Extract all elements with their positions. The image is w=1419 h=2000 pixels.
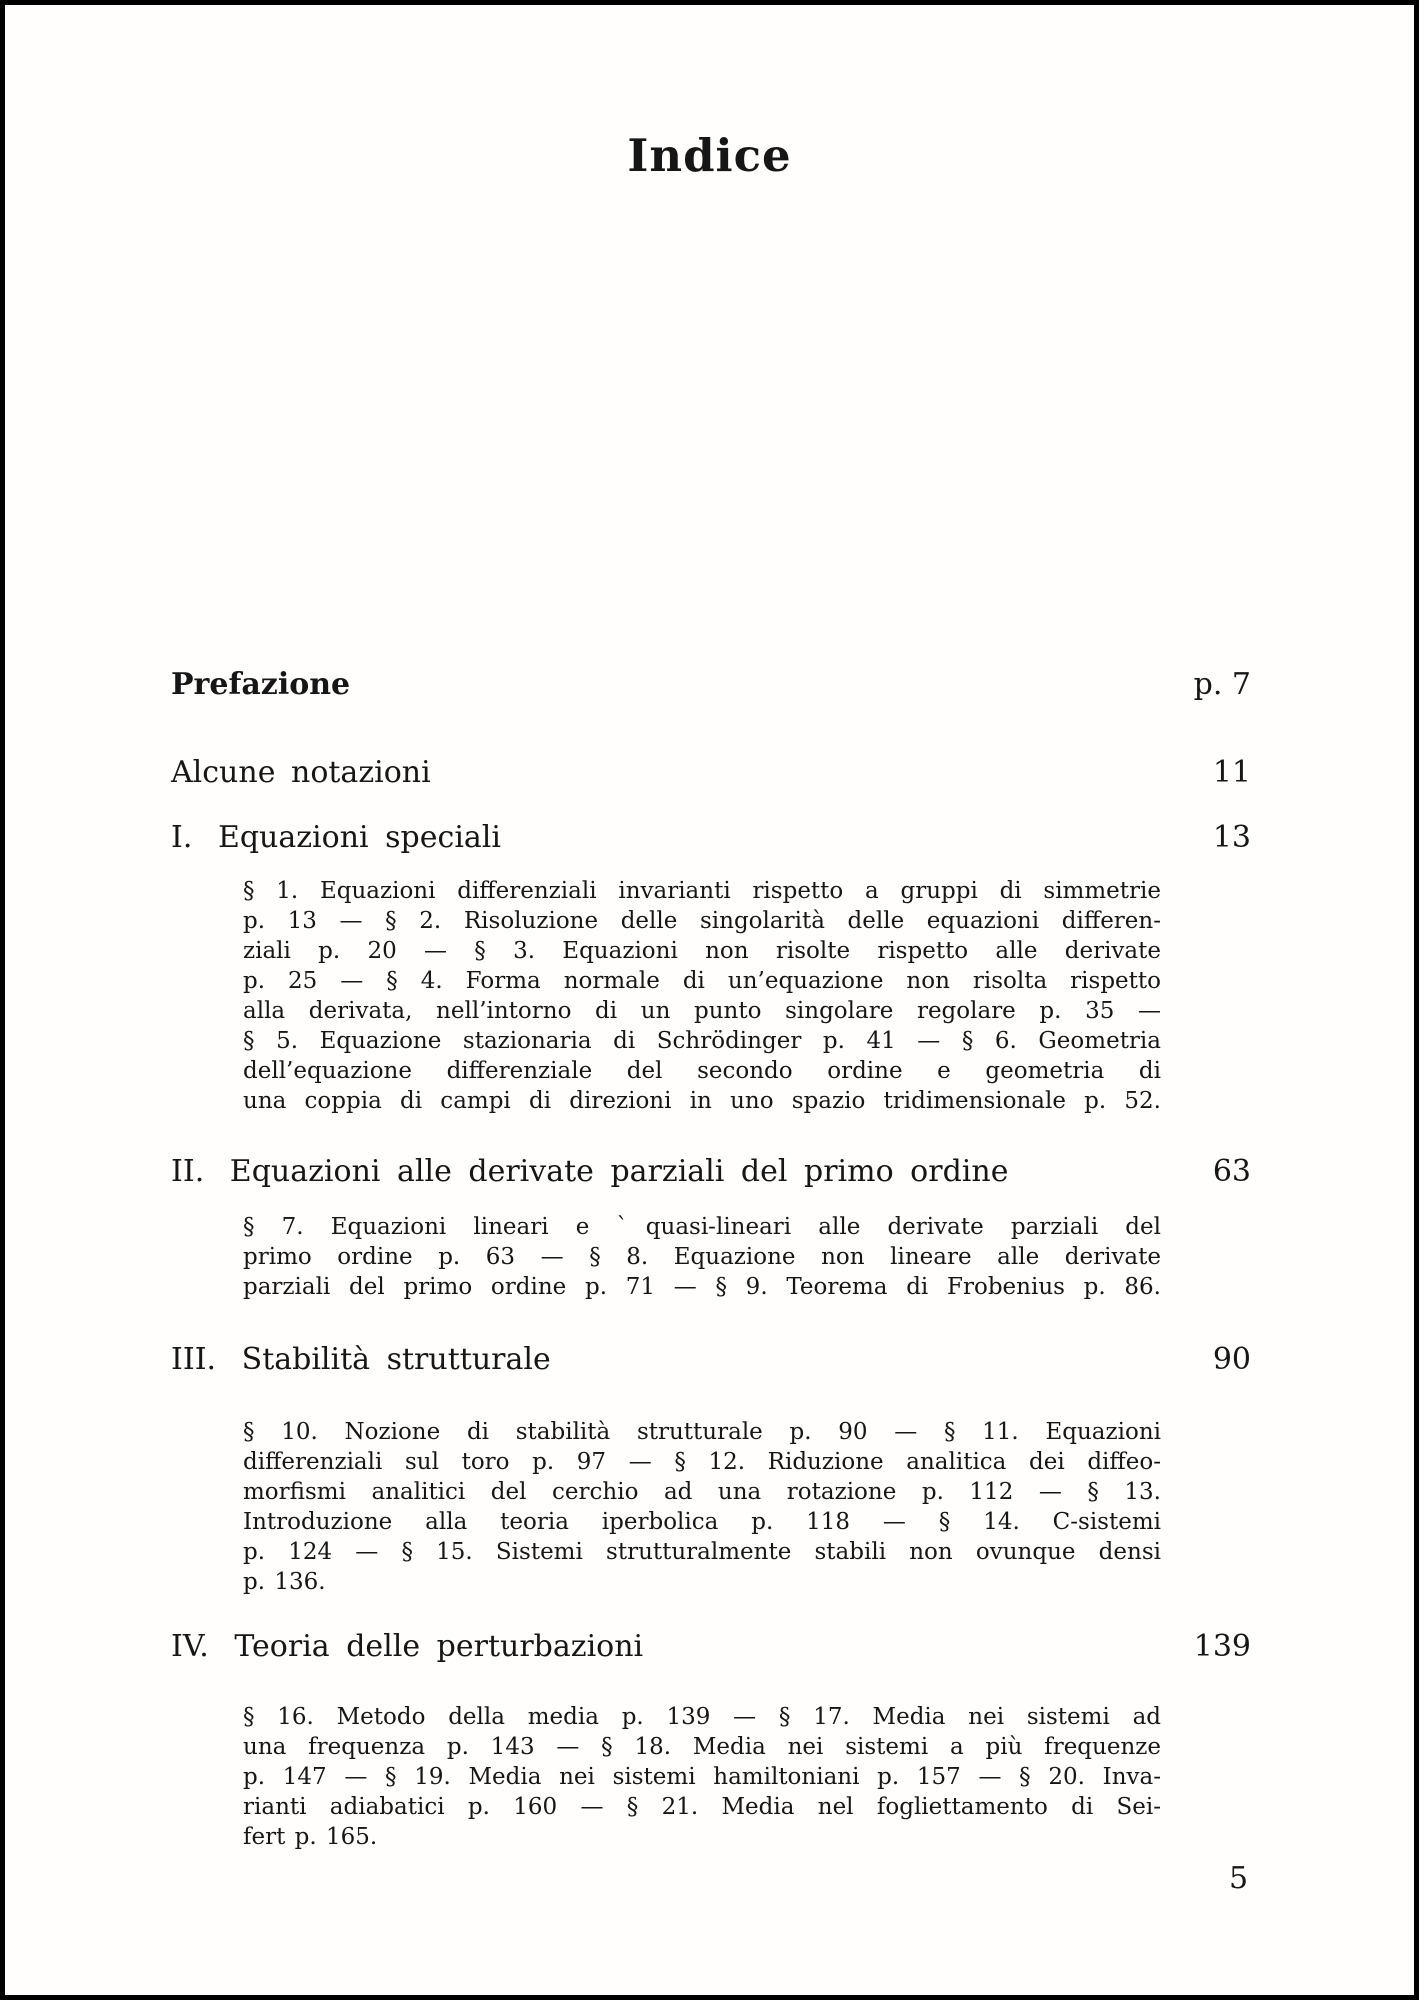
summary-line: p. 136. (243, 1569, 326, 1595)
toc-chapter-2-heading (171, 1154, 1251, 1189)
summary-line: differenziali sul toro p. 97 — § 12. Riduzione analitica dei diffeo- (243, 1449, 1161, 1475)
chapter-page-ref: 63 (1212, 1154, 1251, 1189)
summary-line: morfismi analitici del cerchio ad una rotazione p. 112 — § 13. (243, 1479, 1161, 1505)
chapter-title: Teoria delle perturbazioni (234, 1629, 644, 1664)
summary-line: primo ordine p. 63 — § 8. Equazione non lineare alle derivate (243, 1244, 1161, 1270)
chapter-numeral: I. (171, 820, 193, 855)
summary-line: § 7. Equazioni lineari e ˋquasi-lineari alle derivate parziali del (243, 1214, 1161, 1240)
summary-line: Introduzione alla teoria iperbolica p. 118 — § 14. C-sistemi (243, 1509, 1161, 1535)
summary-line: rianti adiabatici p. 160 — § 21. Media nel fogliettamento di Sei- (243, 1794, 1161, 1820)
summary-line: una frequenza p. 143 — § 18. Media nei sistemi a più frequenze (243, 1734, 1161, 1760)
chapter-title: Equazioni speciali (217, 820, 501, 855)
chapter-title: Equazioni alle derivate parziali del primo ordine (229, 1154, 1009, 1189)
summary-line: p. 124 — § 15. Sistemi strutturalmente stabili non ovunque densi (243, 1539, 1161, 1565)
summary-line: ziali p. 20 — § 3. Equazioni non risolte rispetto alle derivate (243, 938, 1161, 964)
chapter-page-ref: 139 (1193, 1629, 1251, 1664)
entry-page-ref: 11 (1212, 755, 1251, 790)
chapter-numeral: II. (171, 1154, 205, 1189)
chapter-label (171, 1154, 1008, 1189)
toc-chapter-1-summary (243, 876, 1161, 1116)
summary-line: § 1. Equazioni differenziali invarianti rispetto a gruppi di simmetrie (243, 878, 1161, 904)
summary-line: parziali del primo ordine p. 71 — § 9. Teorema di Frobenius p. 86. (243, 1274, 1161, 1300)
chapter-title: Stabilità strutturale (241, 1342, 551, 1377)
toc-chapter-1-heading (171, 820, 1251, 855)
toc-entry-prefazione (171, 667, 1251, 702)
chapter-label (171, 1342, 551, 1377)
summary-line: dell’equazione differenziale del secondo ordine e geometria di (243, 1058, 1161, 1084)
entry-page-ref: p. 7 (1193, 667, 1251, 702)
summary-line: una coppia di campi di direzioni in uno spazio tridimensionale p. 52. (243, 1088, 1161, 1114)
toc-chapter-3-heading (171, 1342, 1251, 1377)
folio-page-number: 5 (1229, 1861, 1249, 1896)
summary-line: p. 147 — § 19. Media nei sistemi hamiltoniani p. 157 — § 20. Inva- (243, 1764, 1161, 1790)
chapter-page-ref: 90 (1212, 1342, 1251, 1377)
entry-label: Alcune notazioni (171, 755, 431, 790)
toc-chapter-2-summary (243, 1212, 1161, 1302)
chapter-page-ref: 13 (1212, 820, 1251, 855)
chapter-numeral: IV. (171, 1629, 209, 1664)
summary-line: p. 13 — § 2. Risoluzione delle singolarità delle equazioni differen- (243, 908, 1161, 934)
toc-chapter-3-summary (243, 1417, 1161, 1597)
summary-line: § 10. Nozione di stabilità strutturale p. 90 — § 11. Equazioni (243, 1419, 1161, 1445)
summary-line: § 16. Metodo della media p. 139 — § 17. Media nei sistemi ad (243, 1704, 1161, 1730)
summary-line: fert p. 165. (243, 1824, 378, 1850)
toc-chapter-4-heading (171, 1629, 1251, 1664)
summary-line: alla derivata, nell’intorno di un punto singolare regolare p. 35 — (243, 998, 1161, 1024)
toc-chapter-4-summary (243, 1702, 1161, 1852)
chapter-numeral: III. (171, 1342, 217, 1377)
chapter-label (171, 1629, 643, 1664)
summary-line: p. 25 — § 4. Forma normale di un’equazione non risolta rispetto (243, 968, 1161, 994)
summary-line: § 5. Equazione stazionaria di Schrödinger p. 41 — § 6. Geometria (243, 1028, 1161, 1054)
page-title: Indice (627, 129, 792, 182)
chapter-label (171, 820, 501, 855)
toc-entry-notazioni (171, 755, 1251, 790)
entry-label: Prefazione (171, 667, 351, 702)
